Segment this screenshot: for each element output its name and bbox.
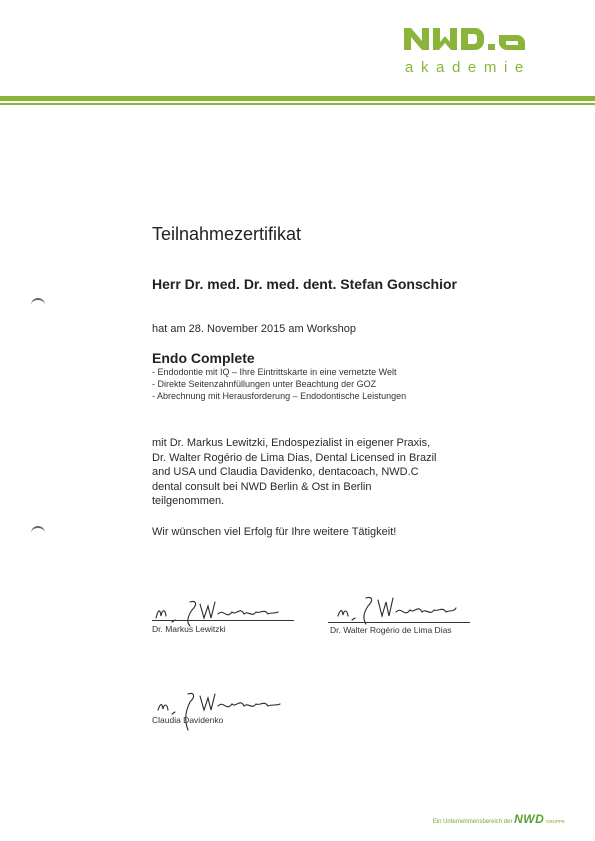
signatory-name: Claudia Davidenko <box>152 715 224 725</box>
topic-list <box>152 366 406 402</box>
nwd-akademie-logo <box>402 24 567 80</box>
nwd-logo-mark <box>402 24 567 54</box>
punch-hole <box>31 526 45 538</box>
topic-item: - Direkte Seitenzahnfüllungen unter Beachtung der GOZ <box>152 379 377 389</box>
punch-hole <box>31 298 45 310</box>
header-band-top <box>0 96 595 101</box>
certificate-title: Teilnahmezertifikat <box>152 224 302 244</box>
closing-wish: Wir wünschen viel Erfolg für Ihre weitere Tätigkeit! <box>152 526 397 538</box>
recipient-name: Herr Dr. med. Dr. med. dent. Stefan Gonschior <box>152 276 457 292</box>
signatory-name: Dr. Markus Lewitzki <box>152 624 226 634</box>
footer-text: Ein Unternehmensbereich der <box>432 819 513 825</box>
footer-sub: GRUPPE <box>545 819 565 824</box>
signature-3-scribble <box>150 688 310 732</box>
date-line: hat am 28. November 2015 am Workshop <box>152 323 357 335</box>
topic-item: - Endodontie mit IQ – Ihre Eintrittskarte in eine vernetzte Welt <box>152 367 397 377</box>
topic-item: - Abrechnung mit Herausforderung – Endodontische Leistungen <box>152 391 407 401</box>
header-band-bottom <box>0 103 595 105</box>
signatory-name: Dr. Walter Rogério de Lima Dias <box>330 625 452 635</box>
footer-group-mark <box>433 812 565 826</box>
instructors-paragraph: mit Dr. Markus Lewitzki, Endospezialist in eigener Praxis, Dr. Walter Rogério de Lima Dias, Dental Licensed in Brazil and USA und Claudia Davidenko, dentacoach, NWD.C dental consult bei NWD Berlin & Ost in Berlin teilgenommen. <box>152 437 437 507</box>
footer-brand: NWD <box>514 812 545 826</box>
course-title: Endo Complete <box>152 350 255 366</box>
logo-subtitle: akademie <box>405 59 531 76</box>
signature-line <box>152 620 294 621</box>
signature-line <box>328 622 470 623</box>
